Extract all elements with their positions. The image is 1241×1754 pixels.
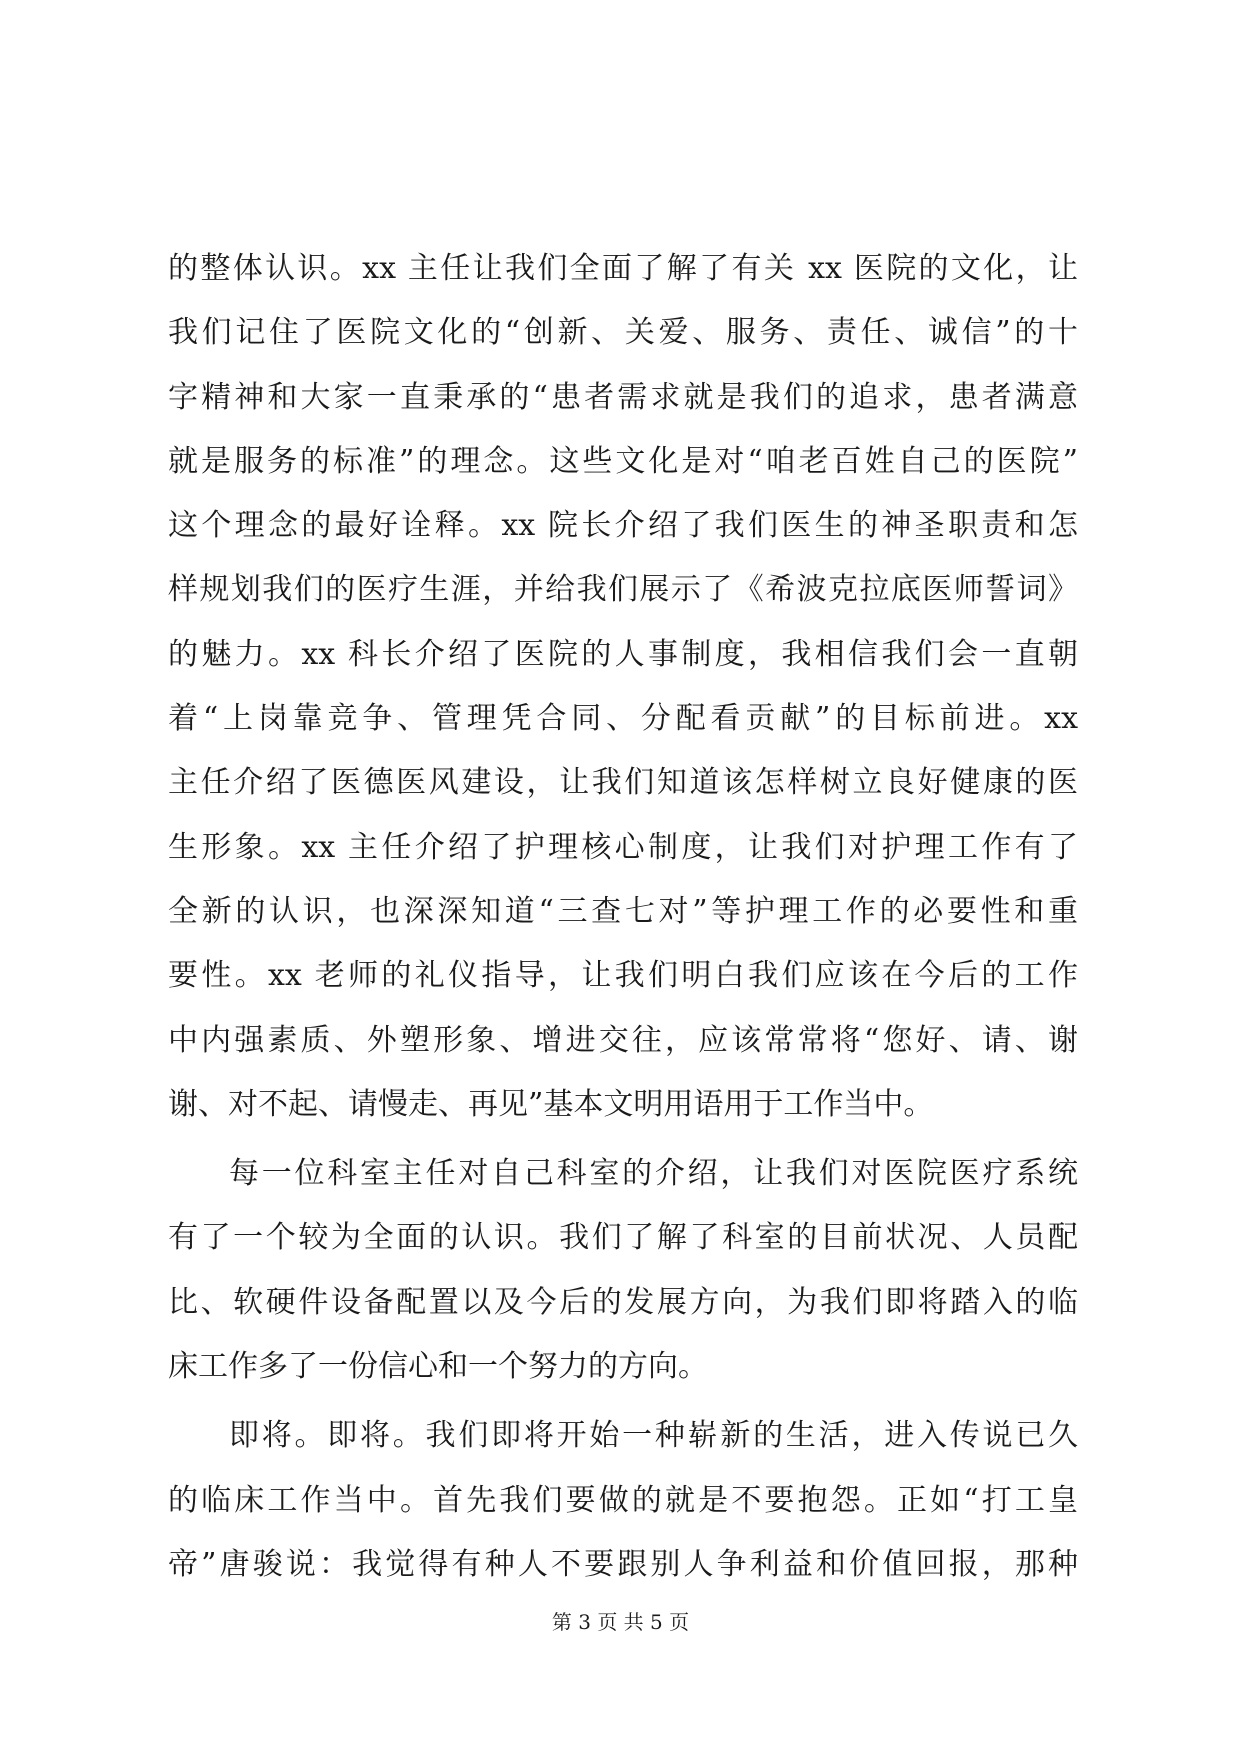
page-number-label: 第 3 页 共 5 页 (551, 1610, 690, 1634)
page-footer (0, 1607, 1241, 1637)
text-line: 这个理念的最好诠释。xx 院长介绍了我们医生的神圣职责和怎 (168, 508, 1078, 544)
text-line: 着“上岗靠竞争、管理凭合同、分配看贡献”的目标前进。xx (168, 701, 1078, 737)
text-line: 主任介绍了医德医风建设，让我们知道该怎样树立良好健康的医 (168, 765, 1078, 801)
text-line: 全新的认识，也深深知道“三查七对”等护理工作的必要性和重 (168, 893, 1078, 929)
text-line: 我们记住了医院文化的“创新、关爱、服务、责任、诚信”的十 (168, 315, 1078, 351)
text-line: 帝”唐骏说：我觉得有种人不要跟别人争利益和价值回报，那种 (168, 1546, 1078, 1582)
text-line: 每一位科室主任对自己科室的介绍，让我们对医院医疗系统 (229, 1156, 1078, 1192)
text-line: 即将。即将。我们即将开始一种崭新的生活，进入传说已久 (229, 1418, 1078, 1454)
paragraph-3 (168, 1404, 1078, 1597)
text-line: 要性。xx 老师的礼仪指导，让我们明白我们应该在今后的工作 (168, 958, 1078, 994)
paragraph-2 (168, 1142, 1078, 1399)
text-line: 的魅力。xx 科长介绍了医院的人事制度，我相信我们会一直朝 (168, 636, 1078, 672)
text-line: 字精神和大家一直秉承的“患者需求就是我们的追求，患者满意 (168, 379, 1078, 415)
text-line: 样规划我们的医疗生涯，并给我们展示了《希波克拉底医师誓词》 (168, 572, 1078, 608)
text-line: 床工作多了一份信心和一个努力的方向。 (168, 1349, 708, 1385)
text-line: 的临床工作当中。首先我们要做的就是不要抱怨。正如“打工皇 (168, 1482, 1078, 1518)
text-line: 中内强素质、外塑形象、增进交往，应该常常将“您好、请、谢 (168, 1022, 1078, 1058)
paragraph-1 (168, 237, 1078, 1137)
body-text (168, 237, 1078, 1597)
text-line: 的整体认识。xx 主任让我们全面了解了有关 xx 医院的文化，让 (168, 251, 1078, 286)
text-line: 有了一个较为全面的认识。我们了解了科室的目前状况、人员配 (168, 1220, 1078, 1256)
text-line: 比、软硬件设备配置以及今后的发展方向，为我们即将踏入的临 (168, 1284, 1078, 1320)
text-line: 生形象。xx 主任介绍了护理核心制度，让我们对护理工作有了 (168, 829, 1078, 865)
text-line: 就是服务的标准”的理念。这些文化是对“咱老百姓自己的医院” (168, 443, 1078, 479)
text-line: 谢、对不起、请慢走、再见”基本文明用语用于工作当中。 (168, 1086, 934, 1122)
